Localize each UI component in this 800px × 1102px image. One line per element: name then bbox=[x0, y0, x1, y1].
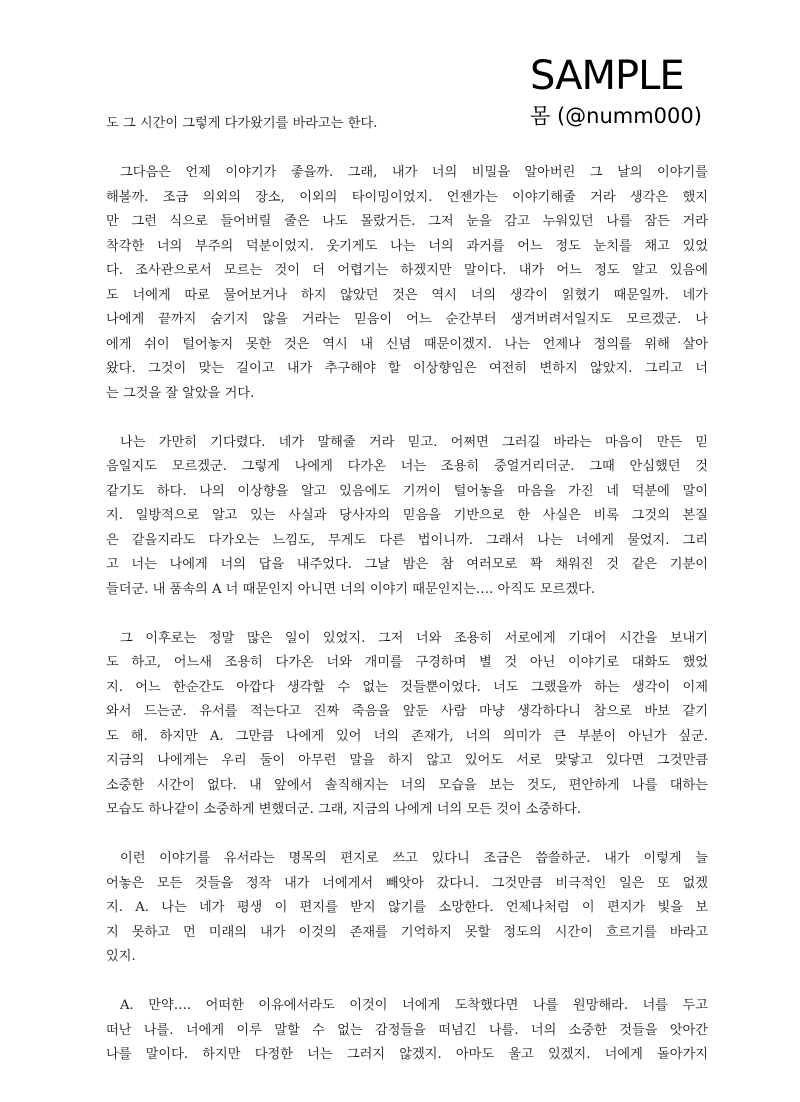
text-line: 고 너는 나에게 너의 답을 내주었다. 그날 밤은 참 여러모로 꽉 채워진 것 같은 기분이 bbox=[106, 557, 708, 572]
text-line: 만 그런 식으로 들어버릴 줄은 나도 몰랐거든. 그저 눈을 감고 누워있던 나를 잠든 거라 bbox=[106, 214, 708, 229]
text-line: 다. 조사관으로서 모르는 것이 더 어렵기는 하겠지만 말이다. 내가 어느 정도 알고 있음에 bbox=[106, 263, 708, 278]
text-line: 음일지도 모르겠군. 그렇게 나에게 다가온 너는 조용히 중얼거리더군. 그때 안심했던 것 bbox=[106, 459, 708, 474]
text-line: 이런 이야기를 유서라는 명목의 편지로 쓰고 있다니 조금은 씁쓸하군. 내가 이렇게 늘 bbox=[120, 851, 708, 866]
text-line: 들더군. 내 품속의 A 너 때문인지 아니면 너의 이야기 때문인지는…. 아직도 모르겠다. bbox=[106, 581, 596, 597]
paragraph-gap bbox=[106, 137, 708, 162]
text-line: 떠난 나를. 너에게 이루 말할 수 없는 감정들을 떠넘긴 나를. 너의 소중한 것들을 앗아간 bbox=[106, 1022, 708, 1038]
text-line: 은 같을지라도 다가오는 느낌도, 무게도 다른 법이니까. 그래서 나는 너에게 물었지. 그리 bbox=[106, 532, 708, 548]
text-line: 착각한 너의 부주의 덕분이었지. 웃기게도 나는 너의 과거를 어느 정도 눈치를 채고 있었 bbox=[106, 238, 708, 254]
text-line: 에게 쉬이 털어놓지 못한 것은 역시 내 신념 때문이겠지. 나는 언제나 정의를 위해 살아 bbox=[106, 336, 708, 352]
text-line: 나는 가만히 기다렸다. 네가 말해줄 거라 믿고. 어쩌면 그러길 바라는 마음이 만든 믿 bbox=[120, 434, 708, 450]
text-line: 도 하고, 어느새 조용히 다가온 너와 개미를 구경하며 별 것 아닌 이야기로 대화도 했었 bbox=[106, 655, 708, 670]
text-line: 어놓은 모든 것들을 정작 내가 너에게서 빼앗아 갔다니. 그것만큼 비극적인 일은 또 없겠 bbox=[106, 875, 708, 891]
text-line: 지. A. 나는 네가 평생 이 편지를 받지 않기를 소망한다. 언제나처럼 이 편지가 빛을 보 bbox=[106, 900, 708, 915]
text-line: 지. 일방적으로 알고 있는 사실과 당사자의 믿음을 기반으로 한 사실은 비록 그것의 본질 bbox=[106, 508, 708, 523]
text-line: 는 그것을 잘 알았을 거다. bbox=[106, 385, 255, 401]
text-line: 왔다. 그것이 맞는 길이고 내가 추구해야 할 이상향임은 여전히 변하지 않았지. 그리고 너 bbox=[106, 361, 708, 376]
text-line: 같기도 하다. 나의 이상향을 알고 있음에도 기꺼이 털어놓을 마음을 가진 네 덕분에 말이 bbox=[106, 483, 708, 499]
watermark-title: SAMPLE bbox=[530, 53, 684, 99]
paragraph-gap bbox=[106, 602, 708, 627]
text-line: 지 못하고 먼 미래의 내가 이것의 존재를 기억하지 못할 정도의 시간이 흐르기를 바라고 bbox=[106, 924, 708, 940]
text-line: 지금의 나에게는 우리 둘이 아무런 말을 하지 않고 있어도 서로 맞닿고 있다면 그것만큼 bbox=[106, 753, 708, 768]
text-line: 도 그 시간이 그렇게 다가왔기를 바라고는 한다. bbox=[106, 116, 378, 131]
text-line: 도 너에게 따로 물어보거나 하지 않았던 것은 역시 너의 생각이 읽혔기 때문일까. 네가 bbox=[106, 287, 708, 303]
text-line: 와서 드는군. 유서를 적는다고 진짜 죽음을 앞둔 사람 마냥 생각하다니 참으로 바보 같기 bbox=[106, 704, 708, 719]
text-line: 소중한 시간이 없다. 내 앞에서 솔직해지는 너의 모습을 보는 것도, 편안하게 나를 대하는 bbox=[106, 777, 708, 793]
paragraph-gap bbox=[106, 823, 708, 848]
paragraph-gap bbox=[106, 970, 708, 995]
text-line: 있지. bbox=[106, 949, 136, 964]
watermark-handle: 몸 (@numm000) bbox=[530, 104, 702, 128]
text-line: 그다음은 언제 이야기가 좋을까. 그래, 내가 너의 비밀을 알아버린 그 날의 이야기를 bbox=[120, 165, 708, 180]
text-line: A. 만약…. 어떠한 이유에서라도 이것이 너에게 도착했다면 나를 원망해라. 너를 두고 bbox=[120, 998, 708, 1013]
text-line: 그 이후로는 정말 많은 일이 있었지. 그저 너와 조용히 서로에게 기대어 시간을 보내기 bbox=[120, 630, 708, 646]
text-line: 해볼까. 조금 의외의 장소, 이외의 타이밍이었지. 언젠가는 이야기해줄 거라 생각은 했지 bbox=[106, 189, 708, 205]
text-line: 지. 어느 한순간도 아깝다 생각할 수 없는 것들뿐이었다. 너도 그랬을까 하는 생각이 이제 bbox=[106, 679, 708, 695]
text-line: 모습도 하나같이 소중하게 변했더군. 그래, 지금의 나에게 너의 모든 것이 소중하다. bbox=[106, 802, 581, 817]
paragraph-gap bbox=[106, 406, 708, 431]
text-line: 나를 말이다. 하지만 다정한 너는 그러지 않겠지. 아마도 울고 있겠지. 너에게 돌아가지 bbox=[106, 1047, 708, 1062]
text-line: 도 해. 하지만 A. 그만큼 나에게 있어 너의 존재가, 너의 의미가 큰 부분이 아닌가 싶군. bbox=[106, 728, 708, 744]
text-line: 나에게 끝까지 숨기지 않을 거라는 믿음이 어느 순간부터 생겨버려서일지도 모르겠군. 나 bbox=[106, 312, 708, 327]
letter-body bbox=[106, 112, 708, 1068]
